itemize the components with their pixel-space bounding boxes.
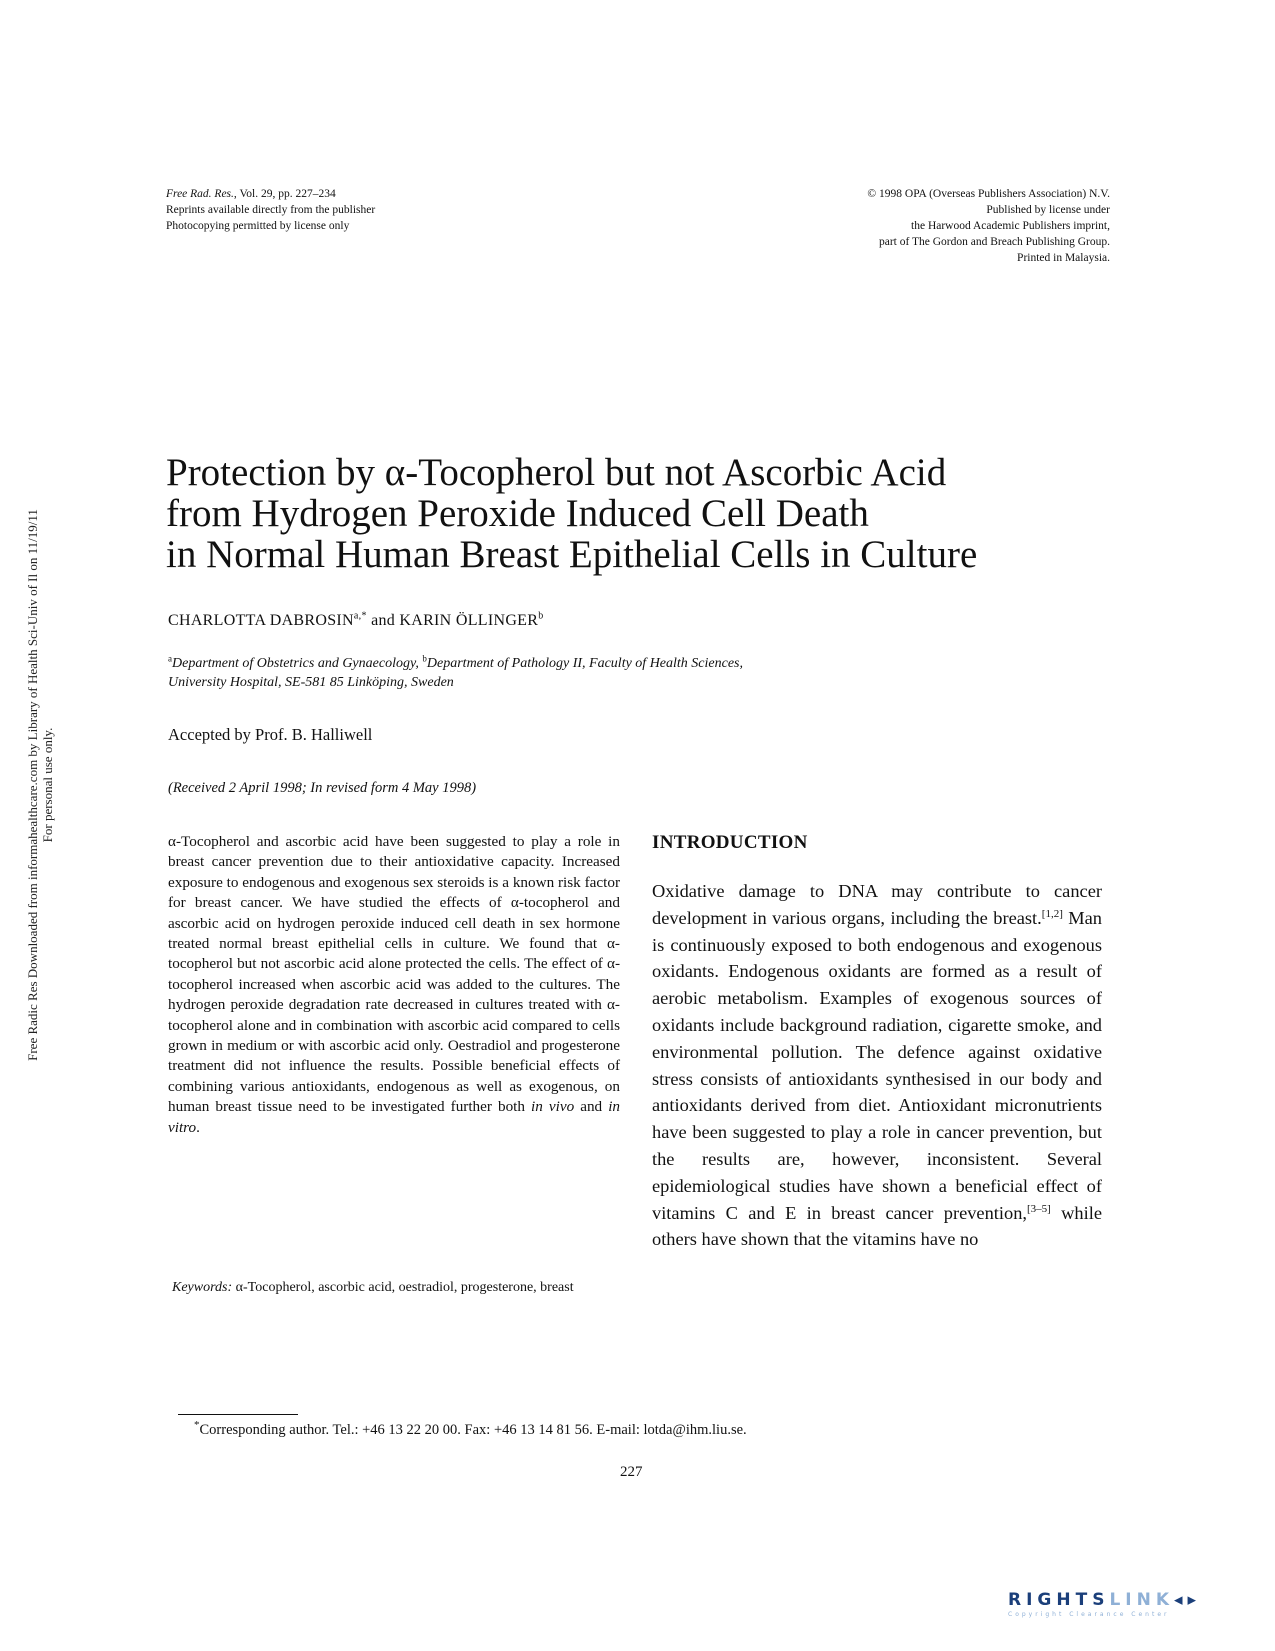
- page-number: 227: [620, 1464, 643, 1480]
- title-line-1: Protection by α-Tocopherol but not Ascorbic Acid: [166, 451, 947, 494]
- accepted-by: Accepted by Prof. B. Halliwell: [168, 725, 373, 744]
- journal-volume: , Vol. 29, pp. 227–234: [233, 188, 336, 200]
- imprint-line: the Harwood Academic Publishers imprint,: [911, 220, 1110, 232]
- affil-mark-a: a: [168, 653, 172, 664]
- download-watermark: [25, 425, 55, 1145]
- journal-citation: [166, 186, 486, 234]
- abstract-and: and: [574, 1098, 609, 1116]
- rightslink-link: LINK: [1109, 1590, 1174, 1610]
- author-joiner: and: [366, 612, 400, 629]
- affiliations: [168, 654, 1028, 692]
- abstract-in-vivo: in vivo: [531, 1098, 575, 1116]
- footnote: [194, 1419, 747, 1439]
- affil-address: University Hospital, SE-581 85 Linköping, Sweden: [168, 675, 454, 690]
- author-2-affiliation-mark: b: [538, 610, 544, 622]
- author-2: KARIN ÖLLINGER: [399, 612, 539, 629]
- abstract-text: α-Tocopherol and ascorbic acid have been suggested to play a role in breast cancer prevention due to their antioxidative capacity. Increased exposure to endogenous and exogenous sex steroids is a known risk factor for breast cancer. We have studied the effects of α-tocopherol and ascorbic acid on hydrogen peroxide induced cell death in sex hormone treated normal breast epithelial cells in culture. We found that α-tocopherol but not ascorbic acid alone protected the cells. The effect of α-tocopherol increased when ascorbic acid was added to the cultures. The hydrogen peroxide degradation rate decreased in cultures treated with α-tocopherol alone and in combination with ascorbic acid compared to cells grown in medium or with ascorbic acid only. Oestradiol and progesterone treatment did not influence the results. Possible beneficial effects of combining various antioxidants, endogenous as well as exogenous, on human breast tissue need to be investigated further both: [168, 833, 620, 1116]
- affil-mark-b: b: [422, 653, 427, 664]
- photocopy-notice: Photocopying permitted by license only: [166, 220, 350, 232]
- journal-name: Free Rad. Res.: [166, 188, 234, 200]
- affil-b: Department of Pathology II, Faculty of Health Sciences,: [426, 656, 743, 671]
- intro-part-2: Man is continuously exposed to both endogenous and exogenous oxidants. Endogenous oxidants are formed as a result of aerobic metabolism. Examples of exogenous sources of oxidants include background radiation, cigarette smoke, and environmental pollution. The defence against oxidative stress consists of antioxidants synthesised in our body and antioxidants derived from diet. Antioxidant micronutrients have been suggested to play a role in cancer prevention, but the results are, however, inconsistent. Several epidemiological studies have shown a beneficial effect of vitamins C and E in breast cancer prevention,: [652, 907, 1103, 1223]
- citation-3-5: [3–5]: [1027, 1202, 1051, 1215]
- keywords-text: α-Tocopherol, ascorbic acid, oestradiol, progesterone, breast: [232, 1280, 574, 1295]
- abstract-in-vitro: in vitro: [168, 1098, 621, 1136]
- rightslink-tagline: Copyright Clearance Center: [1008, 1611, 1170, 1618]
- copyright-line: © 1998 OPA (Overseas Publishers Association) N.V.: [867, 188, 1110, 200]
- title-line-2: from Hydrogen Peroxide Induced Cell Death: [166, 492, 869, 535]
- rightslink-logo: [1008, 1590, 1238, 1618]
- introduction-body: [652, 878, 1102, 1253]
- article-title: [166, 452, 1106, 575]
- publisher-group-line: part of The Gordon and Breach Publishing Group.: [878, 236, 1110, 248]
- author-1-affiliation-mark: a,*: [353, 610, 367, 622]
- intro-part-1: Oxidative damage to DNA may contribute to cancer development in various organs, including the breast.: [652, 881, 1102, 928]
- introduction-heading: INTRODUCTION: [652, 832, 808, 853]
- abstract-end: .: [196, 1118, 200, 1136]
- rightslink-rights: RIGHTS: [1008, 1590, 1110, 1610]
- keywords-label: Keywords:: [172, 1280, 233, 1295]
- author-1: CHARLOTTA DABROSIN: [168, 612, 354, 629]
- abstract: [168, 832, 620, 1138]
- affil-a: Department of Obstetrics and Gynaecology,: [172, 656, 423, 671]
- download-source: Free Radic Res Downloaded from informahealthcare.com by Library of Health Sci-Univ of Il on 11/19/11: [25, 509, 40, 1061]
- personal-use: For personal use only.: [40, 727, 55, 843]
- keywords: [172, 1278, 592, 1297]
- footnote-mark: *: [194, 1419, 200, 1432]
- footnote-text: Corresponding author. Tel.: +46 13 22 20 00. Fax: +46 13 14 81 56. E-mail: lotda@ihm.liu.se.: [199, 1422, 747, 1438]
- license-line: Published by license under: [986, 204, 1110, 216]
- rightslink-arrow-icon: ◂▸: [1174, 1590, 1202, 1610]
- copyright-block: [770, 186, 1110, 266]
- citation-1-2: [1,2]: [1041, 907, 1063, 920]
- intro-part-3: while others have shown that the vitamins have no: [652, 1202, 1102, 1250]
- reprint-notice: Reprints available directly from the publisher: [166, 204, 376, 216]
- author-list: [168, 612, 544, 630]
- title-line-3: in Normal Human Breast Epithelial Cells in Culture: [166, 533, 978, 576]
- printed-line: Printed in Malaysia.: [1017, 252, 1110, 264]
- received-dates: (Received 2 April 1998; In revised form 4 May 1998): [168, 780, 477, 796]
- footnote-rule: [178, 1414, 298, 1415]
